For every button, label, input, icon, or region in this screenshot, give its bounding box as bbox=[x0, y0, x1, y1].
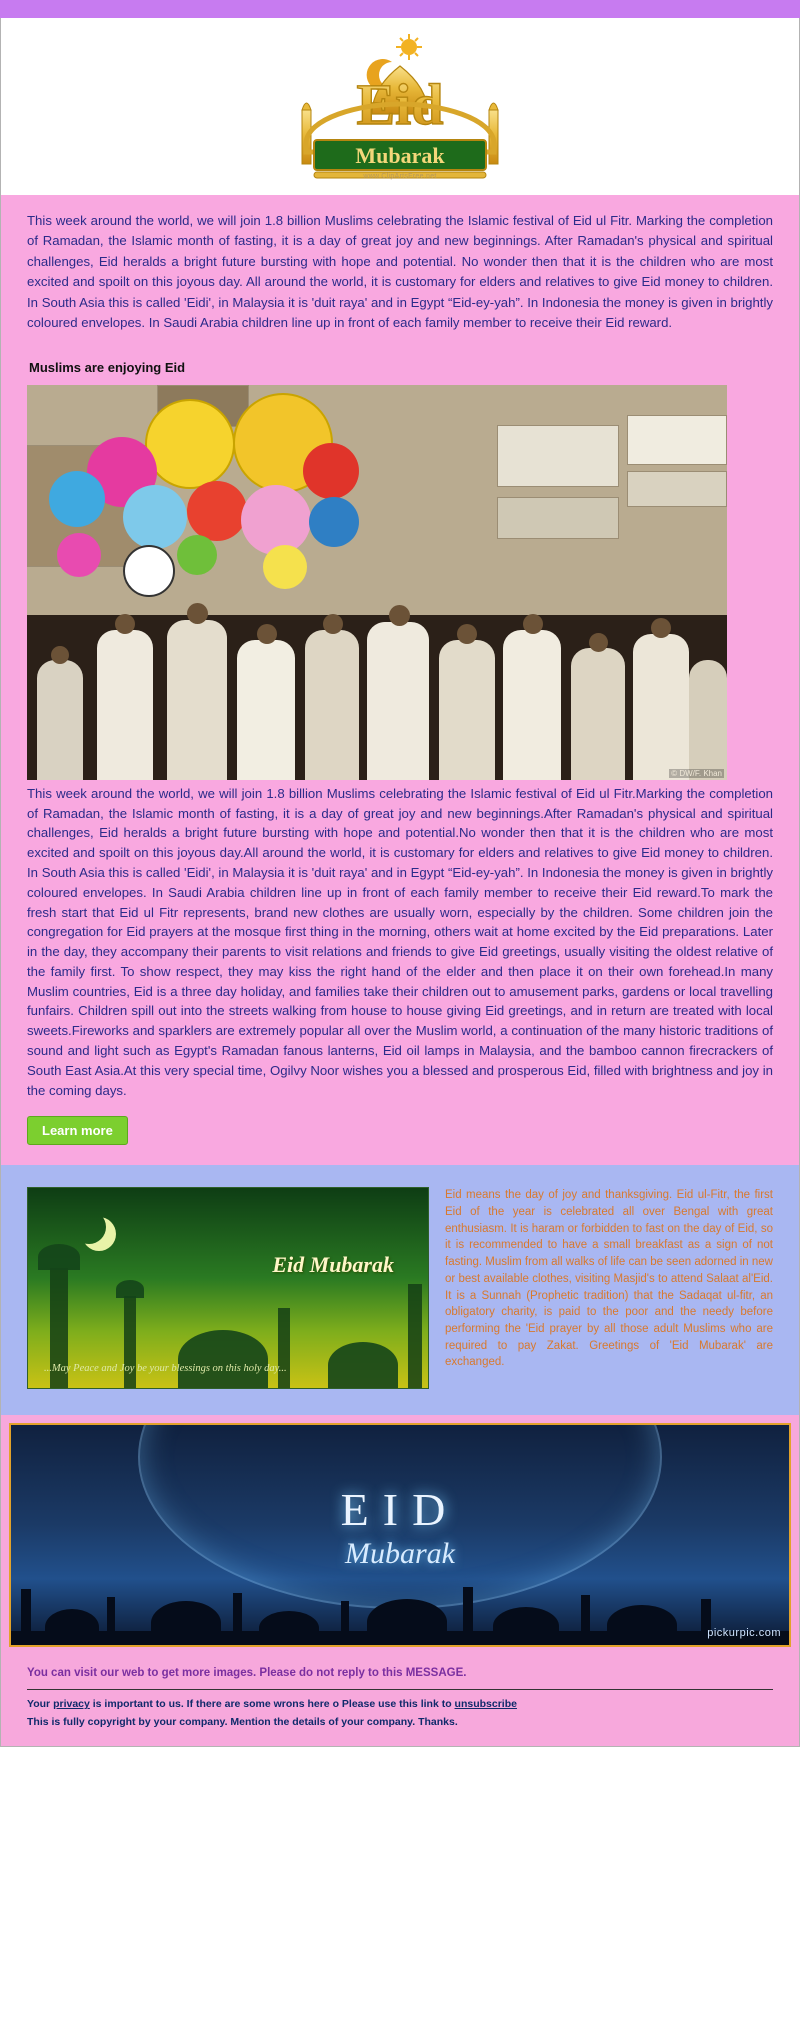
eid-mubarak-card-image bbox=[27, 1187, 429, 1389]
eid-market-photo bbox=[27, 385, 727, 780]
eid-night-banner bbox=[9, 1423, 791, 1647]
learn-more-button[interactable]: Learn more bbox=[27, 1116, 128, 1145]
footer-text-before: Your bbox=[27, 1698, 54, 1711]
main-content-section bbox=[0, 195, 800, 1165]
intro-paragraph: This week around the world, we will join 1.8 billion Muslims celebrating the Islamic festival of Eid ul Fitr. Marking the completion of Ramadan, the Islamic month of fasting, it is a day of great joy and new beginnings. After Ramadan's physical and spiritual challenges, Eid heralds a bright future bursting with hope and potential. No wonder then that it is the children who are most excited and spoilt on this joyous day. All around the world, it is customary for elders and relatives to give Eid money to children. In South Asia this is called 'Eidi', in Malaysia it is 'duit raya' and in Egypt “Eid-ey-yah”. In Indonesia the money is given in brightly coloured envelopes. In Saudi Arabia children line up in front of each family member to receive their Eid reward. bbox=[27, 213, 773, 331]
banner-section bbox=[0, 1415, 800, 1653]
email-footer bbox=[0, 1653, 800, 1747]
footer-notice: You can visit our web to get more images. Please do not reply to this MESSAGE. bbox=[27, 1667, 467, 1680]
main-body-paragraph: This week around the world, we will join 1.8 billion Muslims celebrating the Islamic festival of Eid ul Fitr.Marking the completion of Ramadan, the Islamic month of fasting, it is a day of great joy and new beginnings.After Ramadan's physical and spiritual challenges, Eid heralds a bright future bursting with hope and potential.No wonder then that it is the children who are most excited and spoilt on this joyous day.All around the world, it is customary for elders and relatives to give Eid money to children. In South Asia this is called 'Eidi', in Malaysia it is 'duit raya' and in Egypt “Eid-ey-yah”. In Indonesia the money is given in brightly coloured envelopes. In Saudi Arabia children line up in front of each family member to receive their Eid reward.To mark the fresh start that Eid ul Fitr represents, brand new clothes are usually worn, especially by the children. Some children join the congregation for Eid prayers at the mosque first thing in the morning, others wait at home excited by the Eid preparations. Later in the day, they accompany their parents to visit relations and friends to give Eid greetings, usually visiting the oldest relative of the family first. To show respect, they may kiss the right hand of the elder and then place it on their own forehead.In many Muslim countries, Eid is a three day holiday, and families take their children out to amusement parks, gardens or local travelling funfairs. Children spill out into the streets walking from house to house giving Eid greetings, and in return are treated with local sweets.Fireworks and sparklers are extremely popular all over the Muslim world, a continuation of the many historic traditions of sound and light such as Egypt's Ramadan fanous lanterns, Eid oil lamps in Malaysia, and the bamboo cannon firecrackers of South East Asia.At this very special time, Ogilvy Noor wishes you a blessed and prosperous Eid, filled with brightness and joy in the coming days. bbox=[27, 785, 773, 1098]
footer-text-middle: is important to us. If there are some wrons here o Please use this link to bbox=[89, 1698, 455, 1711]
footer-divider bbox=[27, 1689, 773, 1690]
logo-mubarak-text: Mubarak bbox=[355, 143, 445, 168]
footer-privacy-line bbox=[27, 1698, 773, 1710]
footer-copyright: This is fully copyright by your company. Mention the details of your company. Thanks. bbox=[27, 1716, 458, 1729]
banner-subtitle: Mubarak bbox=[345, 1537, 455, 1571]
banner-skyline bbox=[11, 1575, 789, 1645]
logo-eid-text: Eid bbox=[356, 72, 444, 137]
unsubscribe-link[interactable]: unsubscribe bbox=[454, 1698, 517, 1711]
card-description-text: Eid means the day of joy and thanksgiving. Eid ul-Fitr, the first Eid of the year is celebrated all over Bengal with great enthusiasm. It is haram or forbidden to fast on the day of Eid, so it is recommended to have a small breakfast as a sign of not fasting. Muslim from all walks of life can be seen adorned in new or best available clothes, visiting Masjid's to attend Salaat al'Eid. It is a Sunnah (Prophetic tradition) that the Sadaqat ul-fitr, an obligatory charity, is paid to the poor and the needy before performing the 'Eid prayer by all those adult Muslims who are required to pay Zakat. Greetings of 'Eid Mubarak' are exchanged. bbox=[445, 1189, 773, 1369]
email-header bbox=[0, 18, 800, 195]
top-color-band bbox=[0, 0, 800, 18]
eid-card-section bbox=[0, 1165, 800, 1415]
logo-credit: www.ClipArtsFree.net bbox=[363, 173, 437, 180]
photo-credit: © DW/F. Khan bbox=[671, 768, 722, 778]
banner-title: EID bbox=[340, 1484, 460, 1536]
privacy-link[interactable]: privacy bbox=[53, 1698, 90, 1711]
banner-credit: pickurpic.com bbox=[707, 1627, 781, 1640]
logo-graphic bbox=[240, 32, 560, 182]
photo-section-title: Muslims are enjoying Eid bbox=[29, 359, 186, 375]
crescent-moon-icon bbox=[72, 1210, 106, 1244]
card-greeting-text: Eid Mubarak bbox=[272, 1252, 394, 1278]
card-subtitle-text: ...May Peace and Joy be your blessings on this holy day... bbox=[44, 1363, 287, 1375]
eid-mubarak-logo bbox=[240, 32, 560, 182]
